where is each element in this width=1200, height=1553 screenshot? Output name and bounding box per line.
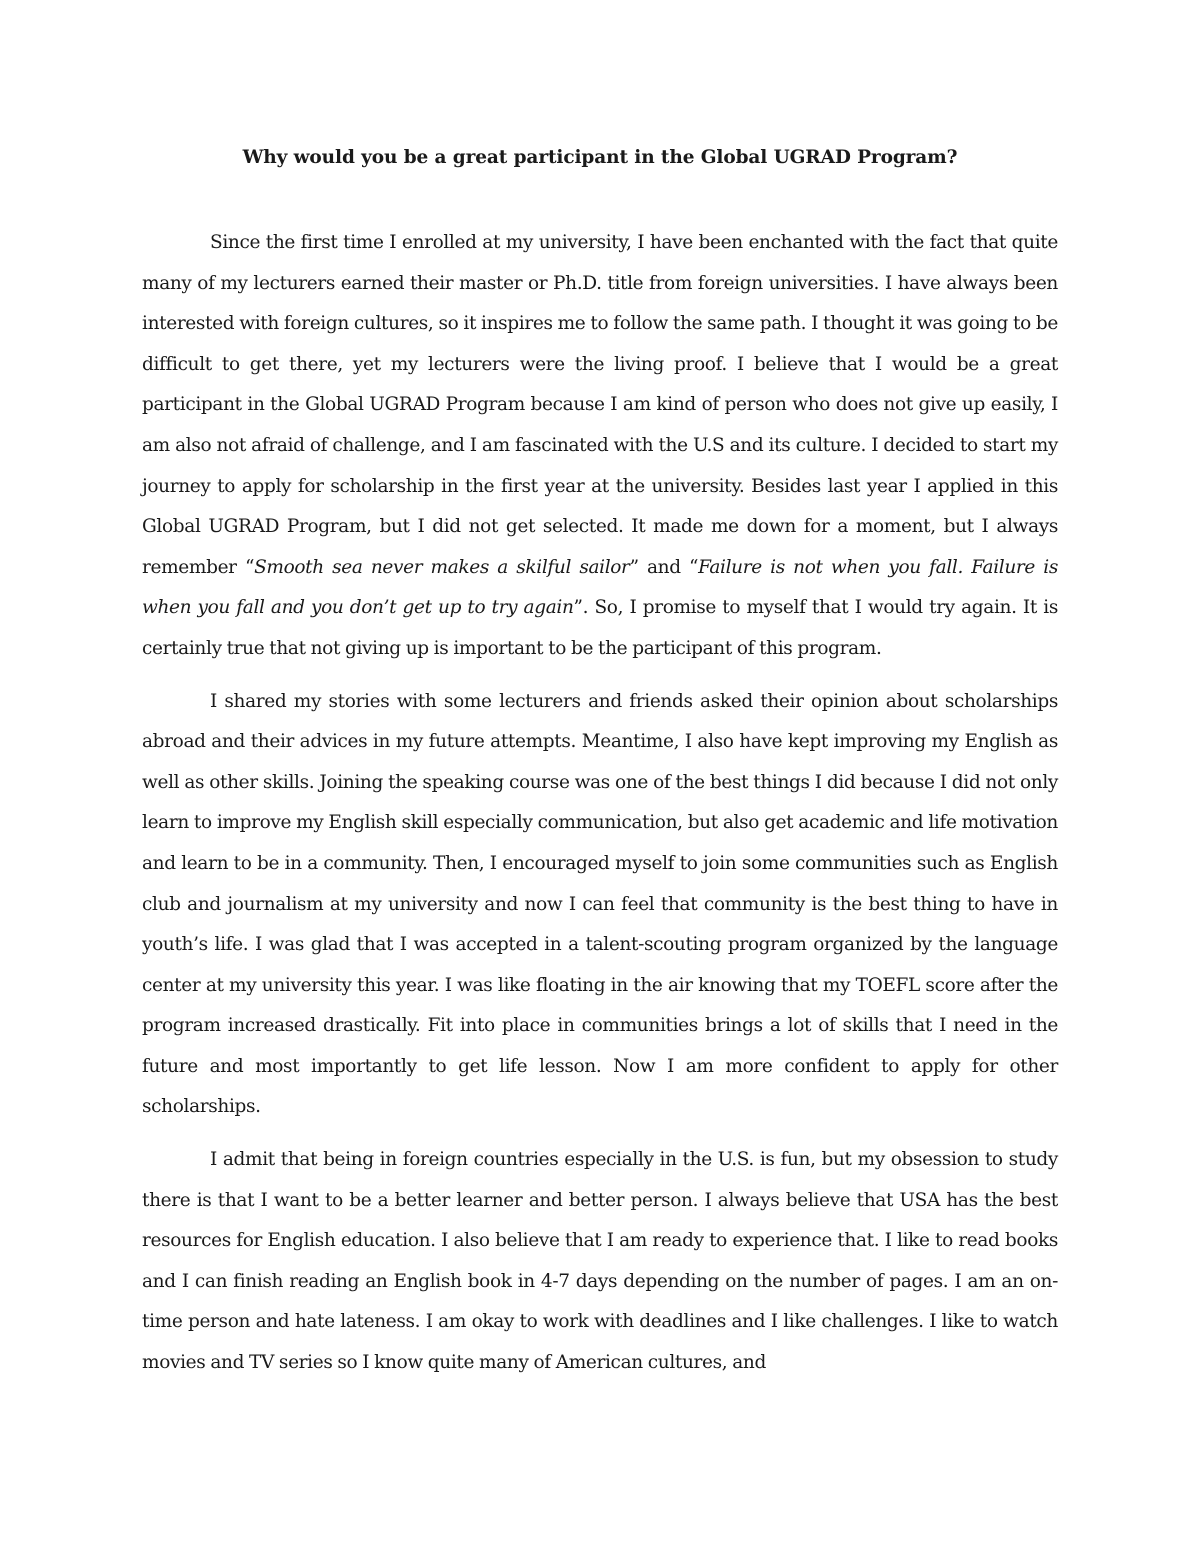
paragraph-1 bbox=[142, 223, 1058, 670]
essay-title: Why would you be a great participant in the Global UGRAD Program? bbox=[242, 147, 958, 168]
paragraph-1-text-b: ” and “ bbox=[629, 556, 699, 578]
paragraph-3: I admit that being in foreign countries especially in the U.S. is fun, but my obsession to study there is that I want to be a better learner and better person. I always believe that USA has the best resources for English education. I also believe that I am ready to experience that. I like to read books and I can finish reading an English book in 4-7 days depending on the number of pages. I am an on-time person and hate lateness. I am okay to work with deadlines and I like challenges. I like to watch movies and TV series so I know quite many of American cultures, and bbox=[142, 1149, 1058, 1374]
paragraph-2: I shared my stories with some lecturers and friends asked their opinion about scholarships abroad and their advices in my future attempts. Meantime, I also have kept improving my English as well as other skills. Joining the speaking course was one of the best things I did because I did not only learn to improve my English skill especially communication, but also get academic and life motivation and learn to be in a community. Then, I encouraged myself to join some communities such as English club and journalism at my university and now I can feel that community is the best thing to have in youth’s life. I was glad that I was accepted in a talent-scouting program organized by the language center at my university this year. I was like floating in the air knowing that my TOEFL score after the program increased drastically. Fit into place in communities brings a lot of skills that I need in the future and most importantly to get life lesson. Now I am more confident to apply for other scholarships. bbox=[142, 690, 1058, 1118]
essay-body bbox=[142, 223, 1058, 1384]
paragraph-1-text-c: ”. So, I promise to myself that I would try again. It is certainly true that not giving up is important to be the participant of this program. bbox=[142, 597, 1058, 659]
paragraph-1-text-a: Since the first time I enrolled at my university, I have been enchanted with the fact that quite many of my lecturers earned their master or Ph.D. title from foreign universities. I have always been interested with foreign cultures, so it inspires me to follow the same path. I thought it was going to be difficult to get there, yet my lecturers were the living proof. I believe that I would be a great participant in the Global UGRAD Program because I am kind of person who does not give up easily, I am also not afraid of challenge, and I am fascinated with the U.S and its culture. I decided to start my journey to apply for scholarship in the first year at the university. Besides last year I applied in this Global UGRAD Program, but I did not get selected. It made me down for a moment, but I always remember “ bbox=[142, 232, 1058, 578]
quote-failure: Failure is not when you fall. Failure is when you fall and you don’t get up to try again bbox=[142, 556, 1058, 619]
quote-smooth-sea: Smooth sea never makes a skilful sailor bbox=[254, 556, 630, 578]
